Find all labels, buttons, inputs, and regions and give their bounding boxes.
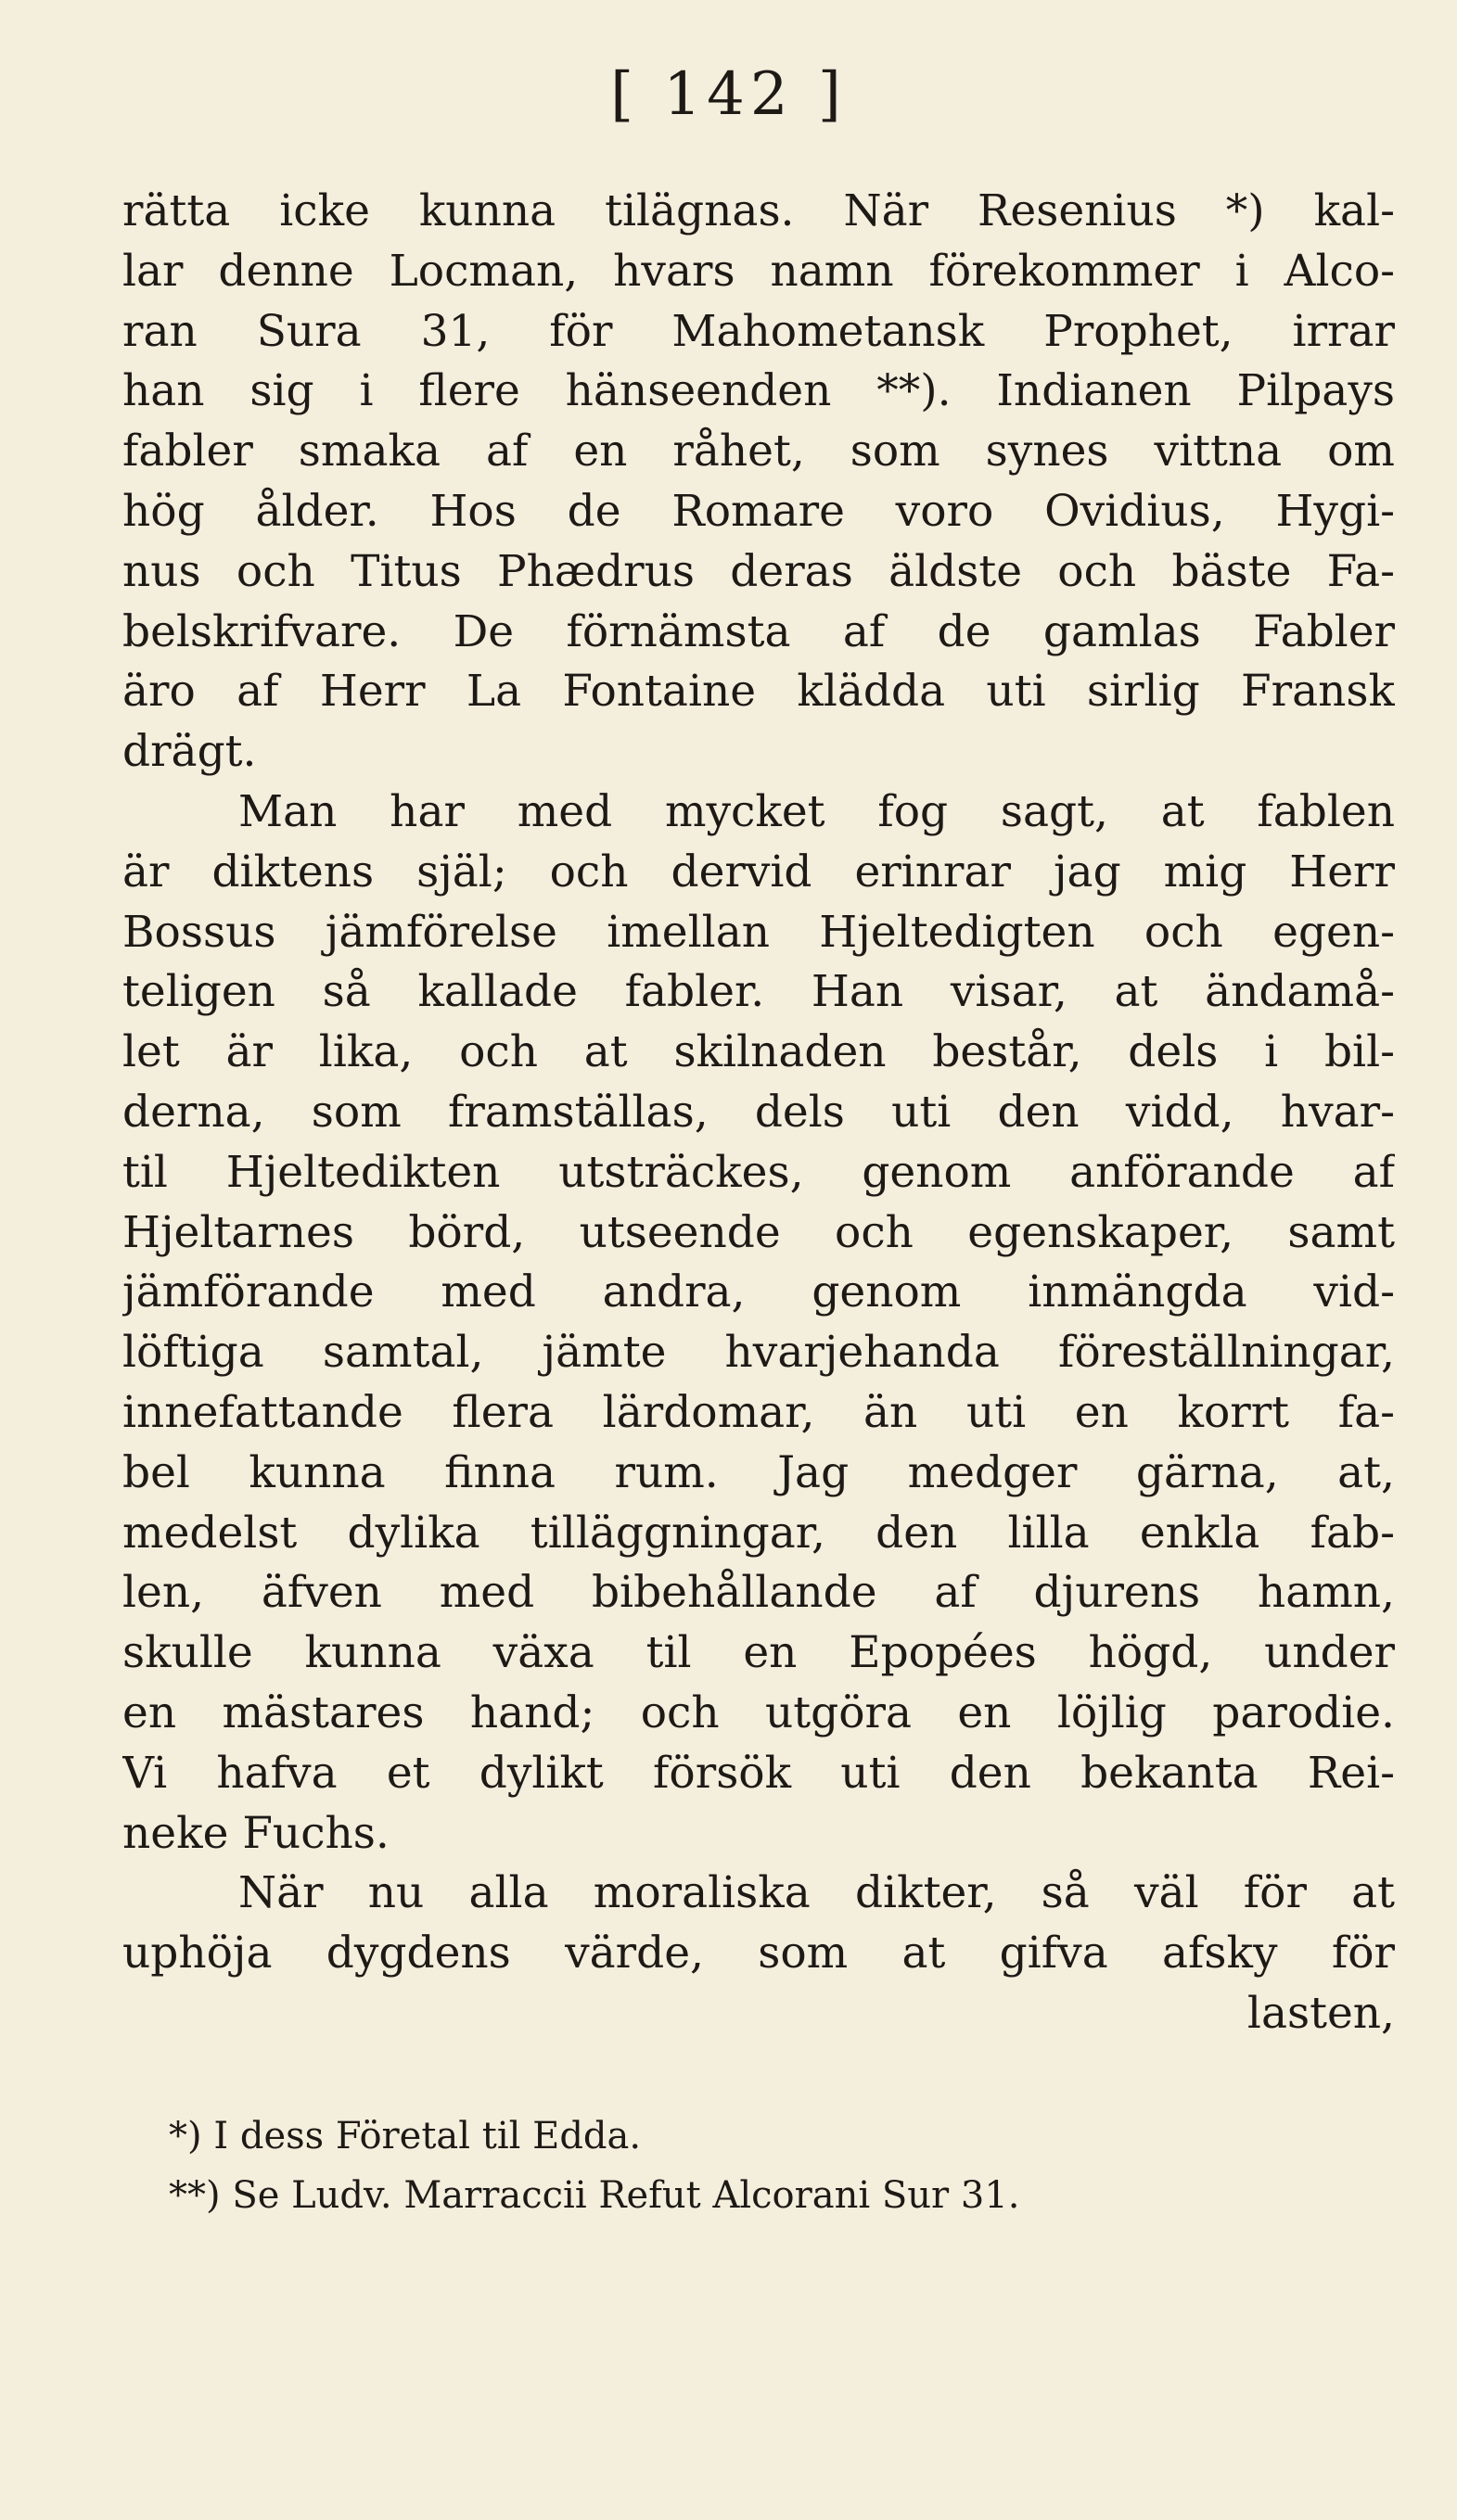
text-line: ran Sura 31, för Mahometansk Prophet, irrar xyxy=(122,305,1395,357)
footnotes xyxy=(122,2106,1395,2225)
body-text xyxy=(122,182,1395,2044)
text-line: teligen så kallade fabler. Han visar, at ändamå- xyxy=(122,966,1395,1018)
text-line: drägt. xyxy=(122,726,257,778)
text-line: hög ålder. Hos de Romare voro Ovidius, Hygi- xyxy=(122,485,1395,537)
page-header xyxy=(0,57,1457,132)
text-line: Vi hafva et dylikt försök uti den bekanta Rei- xyxy=(122,1747,1395,1799)
footnote: **) Se Ludv. Marraccii Refut Alcorani Sur 31. xyxy=(169,2174,1020,2217)
text-line: neke Fuchs. xyxy=(122,1807,390,1859)
text-line: skulle kunna växa til en Epopées högd, under xyxy=(122,1627,1395,1679)
text-line: fabler smaka af en råhet, som synes vittna om xyxy=(122,426,1395,477)
footnote: *) I dess Företal til Edda. xyxy=(169,2115,642,2157)
text-line: len, äfven med bibehållande af djurens hamn, xyxy=(122,1567,1395,1619)
page-number: [ 142 ] xyxy=(610,60,847,129)
text-line: let är lika, och at skilnaden består, dels i bil- xyxy=(122,1026,1395,1078)
text-line: Hjeltarnes börd, utseende och egenskaper, samt xyxy=(122,1206,1395,1258)
text-line: derna, som framställas, dels uti den vidd, hvar- xyxy=(122,1086,1395,1138)
text-line: Man har med mycket fog sagt, at fablen xyxy=(238,785,1395,837)
text-line: han sig i flere hänseenden **). Indianen Pilpays xyxy=(122,365,1395,417)
text-line: rätta icke kunna tilägnas. När Resenius *) kal- xyxy=(122,185,1395,236)
text-line: uphöja dygdens värde, som at gifva afsky för xyxy=(122,1928,1395,1979)
text-line: medelst dylika tilläggningar, den lilla enkla fab- xyxy=(122,1507,1395,1559)
text-line: til Hjeltedikten utsträckes, genom anförande af xyxy=(122,1146,1395,1198)
text-line: löftiga samtal, jämte hvarjehanda föreställningar, xyxy=(122,1327,1395,1379)
text-line: jämförande med andra, genom inmängda vid- xyxy=(122,1266,1395,1318)
text-line: Bossus jämförelse imellan Hjeltedigten och egen- xyxy=(122,906,1395,958)
text-line: När nu alla moraliska dikter, så väl för at xyxy=(238,1867,1395,1919)
text-line: äro af Herr La Fontaine klädda uti sirlig Fransk xyxy=(122,666,1395,718)
text-line: lar denne Locman, hvars namn förekommer i Alco- xyxy=(122,245,1395,297)
catchword-line: lasten, xyxy=(1246,1987,1395,2039)
text-line: är diktens själ; och dervid erinrar jag mig Herr xyxy=(122,846,1395,897)
text-line: nus och Titus Phædrus deras äldste och bäste Fa- xyxy=(122,545,1395,597)
text-line: innefattande flera lärdomar, än uti en korrt fa- xyxy=(122,1386,1395,1438)
text-line: bel kunna finna rum. Jag medger gärna, at, xyxy=(122,1446,1395,1498)
text-line: belskrifvare. De förnämsta af de gamlas Fabler xyxy=(122,605,1395,657)
text-line: en mästares hand; och utgöra en löjlig parodie. xyxy=(122,1686,1395,1738)
